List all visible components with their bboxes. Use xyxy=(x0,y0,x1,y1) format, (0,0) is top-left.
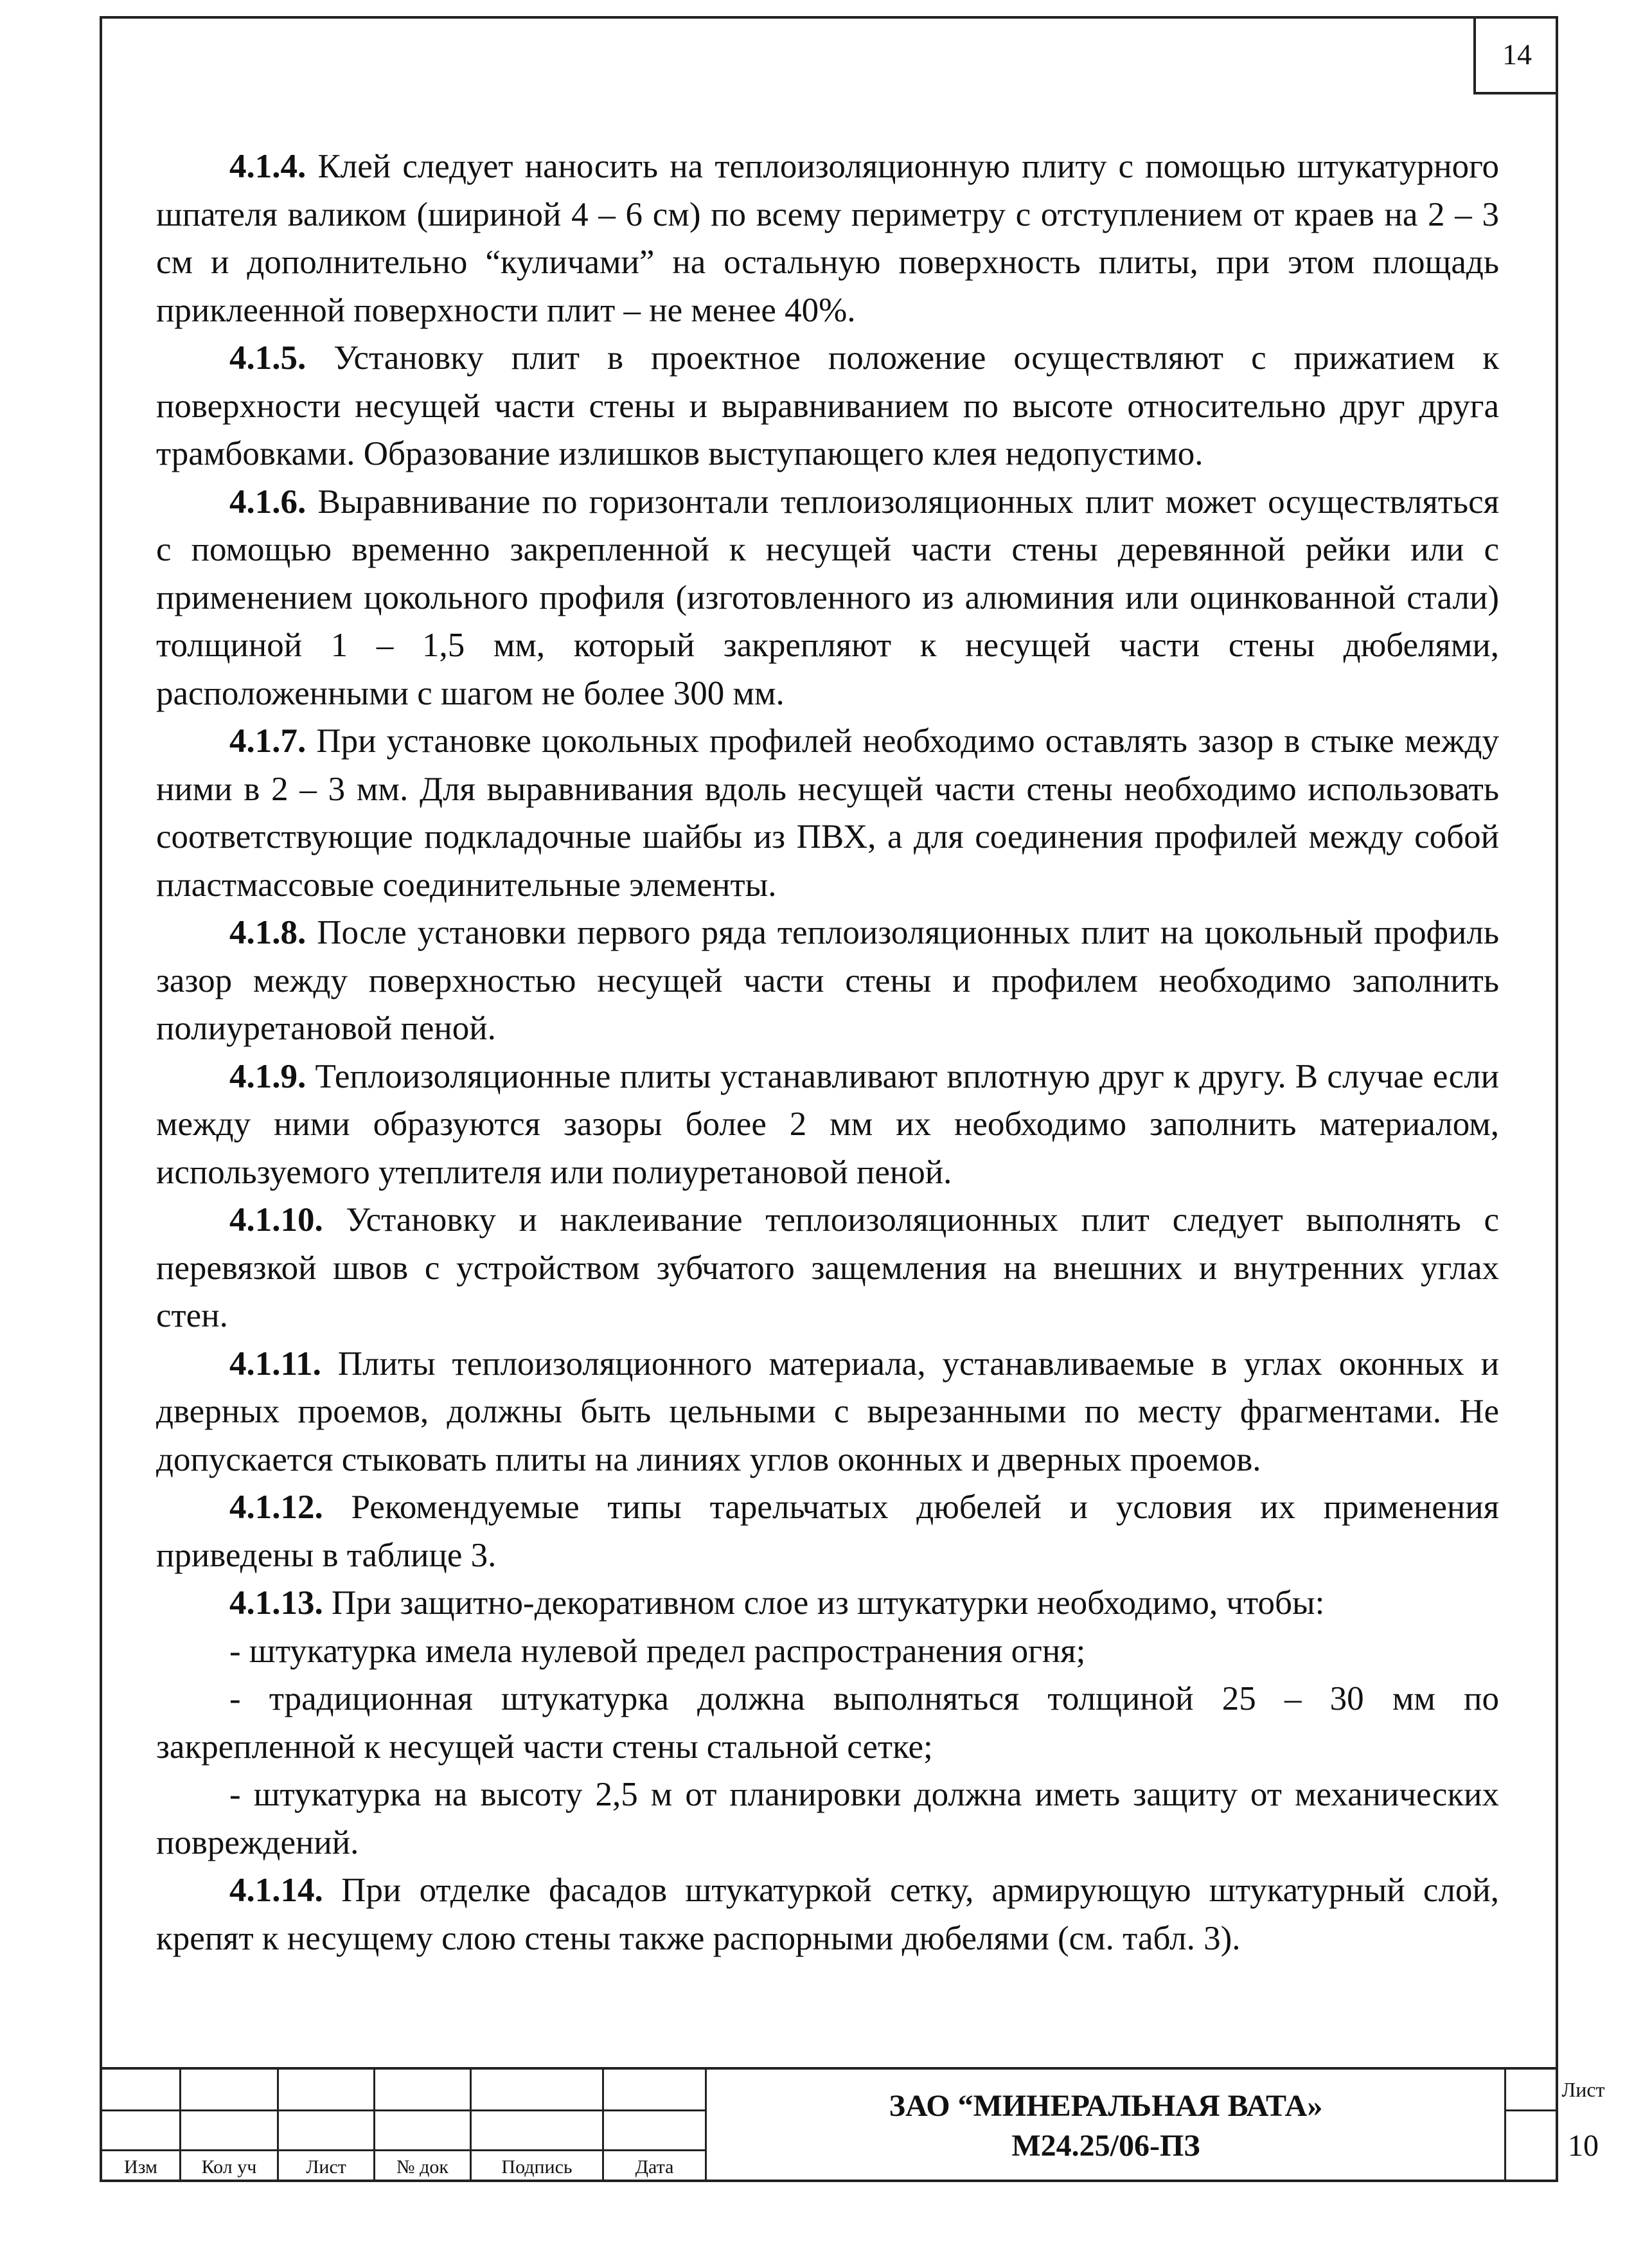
paragraph-4-1-4 xyxy=(156,143,1499,334)
list-item-text: - традиционная штукатурка должна выполняться толщиной 25 – 30 мм по закрепленной к несущей части стены стальной сетке; xyxy=(156,1680,1499,1766)
clause-number: 4.1.10. xyxy=(229,1201,323,1239)
paragraph-4-1-5 xyxy=(156,334,1499,478)
paragraph-text: Установку и наклеивание теплоизоляционных плит следует выполнять с перевязкой швов с устройством зубчатого защемления на внешних и внутренних углах стен. xyxy=(156,1201,1500,1334)
clause-number: 4.1.7. xyxy=(229,722,306,760)
paragraph-text: Теплоизоляционные плиты устанавливают вплотную друг к другу. В случае если между ними образуются зазоры более 2 мм их необходимо заполнить материалом, используемого утеплителя или полиуретановой пеной. xyxy=(156,1057,1500,1191)
sheet-label: Лист xyxy=(1561,2077,1605,2101)
list-item-text: - штукатурка имела нулевой предел распространения огня; xyxy=(229,1632,1086,1670)
stamp-col-line xyxy=(705,2070,707,2180)
paragraph-4-1-11 xyxy=(156,1340,1499,1484)
page-number: 14 xyxy=(1473,16,1558,94)
stamp-col-doc-number: № док xyxy=(396,2156,449,2178)
paragraph-4-1-9 xyxy=(156,1053,1499,1197)
paragraph-text: При установке цокольных профилей необходимо оставлять зазор в стыке между ними в 2 – 3 мм. Для выравнивания вдоль несущей части стены необходимо использовать соответствующие подкладочные шайбы из ПВХ, а для соединения профилей между собой пластмассовые соединительные элементы. xyxy=(156,722,1499,904)
paragraph-4-1-7 xyxy=(156,717,1499,909)
list-item-text: - штукатурка на высоту 2,5 м от планировки должна иметь защиту от механических повреждений. xyxy=(156,1776,1499,1861)
paragraph-4-1-14 xyxy=(156,1867,1499,1962)
stamp-col-kol-uch: Кол уч xyxy=(201,2156,257,2178)
paragraph-text: Рекомендуемые типы тарельчатых дюбелей и условия их применения приведены в таблице 3. xyxy=(156,1489,1500,1574)
paragraph-text: При защитно-декоративном слое из штукатурки необходимо, чтобы: xyxy=(332,1584,1325,1622)
clause-number: 4.1.5. xyxy=(229,339,306,377)
organization-title xyxy=(707,2070,1504,2182)
paragraph-text: Клей следует наносить на теплоизоляционную плиту с помощью штукатурного шпателя валиком (шириной 4 – 6 см) по всему периметру с отступлением от краев на 2 – 3 см и дополнительно “куличами” на остальную поверхность плиты, при этом площадь приклеенной поверхности плит – не менее 40%. xyxy=(156,148,1500,329)
organization-name: ЗАО “МИНЕРАЛЬНАЯ ВАТА» xyxy=(889,2088,1323,2123)
clause-number: 4.1.6. xyxy=(229,483,306,521)
clause-number: 4.1.9. xyxy=(229,1057,306,1095)
stamp-row-line xyxy=(102,2109,705,2111)
stamp-col-date: Дата xyxy=(635,2156,674,2178)
stamp-col-izm: Изм xyxy=(123,2156,158,2178)
clause-number: 4.1.13. xyxy=(229,1584,323,1622)
sheet-number: 10 xyxy=(1568,2129,1599,2163)
paragraph-4-1-13 xyxy=(156,1579,1499,1627)
document-body xyxy=(156,143,1499,1962)
paragraph-text: После установки первого ряда теплоизоляционных плит на цокольный профиль зазор между поверхностью несущей части стены и профилем необходимо заполнить полиуретановой пеной. xyxy=(156,914,1499,1047)
clause-number: 4.1.4. xyxy=(229,148,306,185)
list-item xyxy=(156,1771,1499,1867)
document-code: М24.25/06-ПЗ xyxy=(1011,2128,1200,2163)
list-item xyxy=(156,1627,1499,1676)
paragraph-4-1-10 xyxy=(156,1196,1499,1340)
stamp-col-list: Лист xyxy=(306,2156,346,2178)
title-block xyxy=(102,2067,1605,2180)
stamp-col-signature: Подпись xyxy=(501,2156,573,2178)
clause-number: 4.1.11. xyxy=(229,1345,321,1383)
paragraph-4-1-6 xyxy=(156,478,1499,718)
paragraph-text: При отделке фасадов штукатуркой сетку, армирующую штукатурный слой, крепят к несущему слою стены также распорными дюбелями (см. табл. 3). xyxy=(156,1872,1500,1957)
clause-number: 4.1.14. xyxy=(229,1872,323,1909)
paragraph-4-1-12 xyxy=(156,1483,1499,1579)
clause-number: 4.1.12. xyxy=(229,1489,323,1526)
paragraph-4-1-8 xyxy=(156,909,1499,1053)
paragraph-text: Установку плит в проектное положение осуществляют с прижатием к поверхности несущей части стены и выравниванием по высоте относительно друг друга трамбовками. Образование излишков выступающего клея недопустимо. xyxy=(156,339,1500,472)
stamp-row-line xyxy=(102,2149,705,2151)
list-item xyxy=(156,1675,1499,1771)
paragraph-text: Выравнивание по горизонтали теплоизоляционных плит может осуществляться с помощью временно закрепленной к несущей части стены деревянной рейки или с применением цокольного профиля (изготовленного из алюминия или оцинкованной стали) толщиной 1 – 1,5 мм, который закрепляют к несущей части стены дюбелями, расположенными с шагом не более 300 мм. xyxy=(156,483,1499,712)
clause-number: 4.1.8. xyxy=(229,914,306,951)
paragraph-text: Плиты теплоизоляционного материала, устанавливаемые в углах оконных и дверных проемов, должны быть цельными с вырезанными по месту фрагментами. Не допускается стыковать плиты на линиях углов оконных и дверных проемов. xyxy=(156,1345,1499,1478)
